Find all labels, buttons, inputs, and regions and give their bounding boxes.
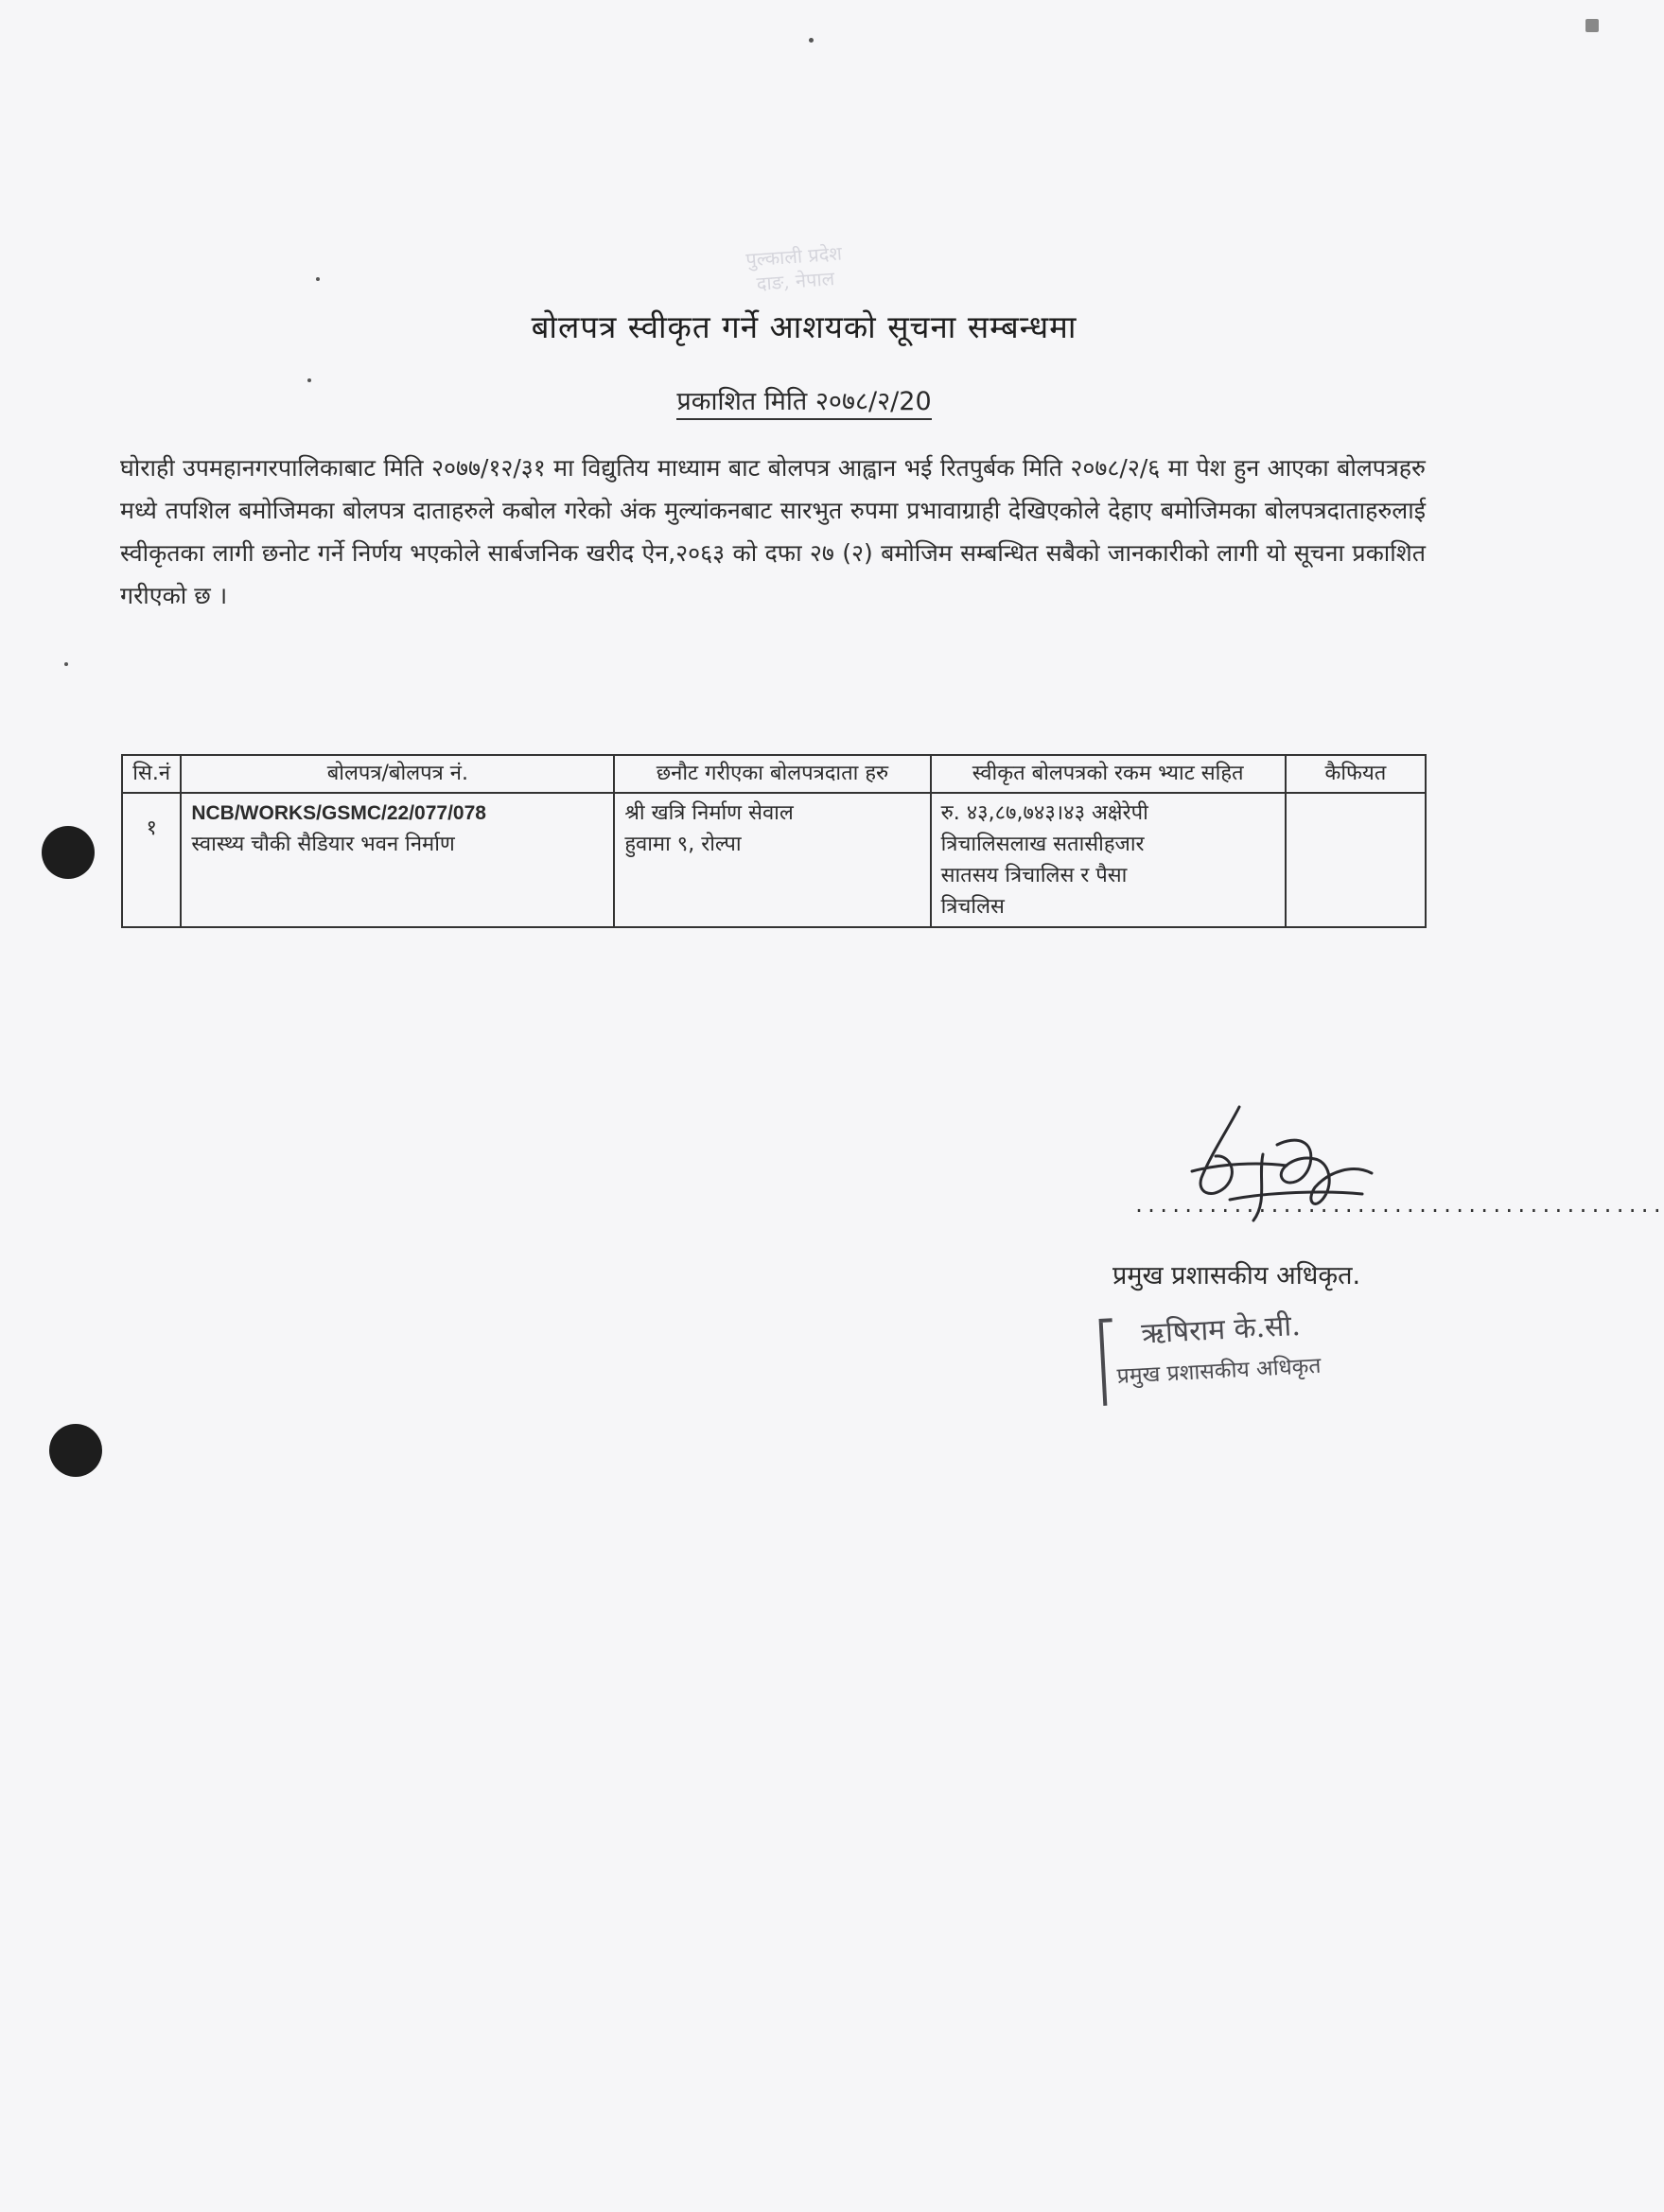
cell-bid: [181, 793, 614, 927]
header-remarks: कैफियत: [1286, 755, 1426, 793]
stamp-bracket: [1099, 1323, 1108, 1406]
amount-line-3: सातसय त्रिचालिस र पैसा: [940, 864, 1128, 887]
punch-hole-bottom: [49, 1424, 102, 1477]
signature-dotted-line: ...........................................: [1133, 1194, 1664, 1217]
header-sn: सि.नं: [122, 755, 181, 793]
published-date: [0, 382, 1608, 417]
scan-speck: [316, 277, 320, 281]
stamp-officer-role: प्रमुख प्रशासकीय अधिकृत: [1116, 1353, 1322, 1390]
bid-number: NCB/WORKS/GSMC/22/077/078: [191, 802, 486, 824]
cell-amount: [931, 793, 1286, 927]
officer-name-stamp: [1085, 1299, 1402, 1419]
scan-speck: [307, 378, 311, 382]
bidder-address: हुवामा ९, रोल्पा: [624, 833, 742, 856]
scan-corner-mark: [1585, 19, 1599, 32]
cell-sn: १: [122, 793, 181, 927]
scan-speck: [64, 662, 68, 666]
bid-name: स्वास्थ्य चौकी सैडियार भवन निर्माण: [191, 833, 455, 856]
bid-table: [121, 754, 1427, 928]
amount-line-2: त्रिचालिसलाख सतासीहजार: [940, 833, 1145, 856]
table-header-row: [122, 755, 1426, 793]
stamp-officer-name: ऋषिराम के.सी.: [1140, 1308, 1302, 1351]
notice-body: घोराही उपमहानगरपालिकाबाट मिति २०७७/१२/३१ मा विद्युतिय माध्याम बाट बोलपत्र आह्वान भई रितपुर्बक मिति २०७८/२/६ मा पेश हुन आएका बोलपत्रहरु मध्ये तपशिल बमोजिमका बोलपत्र दाताहरुले कबोल गरेको अंक मुल्यांकनबाट सारभुत रुपमा प्रभावाग्राही देखिएकोले देहाए बमोजिमका बोलपत्रदाताहरुलाई स्वीकृतका लागी छनोट गर्ने निर्णय भएकोले सार्बजनिक खरीद ऐन,२०६३ को दफा २७ (२) बमोजिम सम्बन्धित सबैको जानकारीको लागी यो सूचना प्रकाशित गरीएको छ ।: [120, 454, 1426, 609]
scan-speck: [809, 38, 814, 43]
notice-title: बोलपत्र स्वीकृत गर्ने आशयको सूचना सम्बन्धमा: [531, 308, 1077, 345]
published-date-text: प्रकाशित मिति २०७८/२/20: [676, 387, 931, 420]
header-bid-no: बोलपत्र/बोलपत्र नं.: [181, 755, 614, 793]
punch-hole-top: [42, 826, 95, 879]
header-bidder: छनौट गरीएका बोलपत्रदाता हरु: [614, 755, 930, 793]
stamp-bracket-tick: [1099, 1318, 1112, 1323]
table-row: [122, 793, 1426, 927]
cell-bidder: [614, 793, 930, 927]
faint-office-stamp: [727, 239, 862, 298]
officer-title: प्रमुख प्रशासकीय अधिकृत.: [1112, 1261, 1361, 1290]
header-amount: स्वीकृत बोलपत्रको रकम भ्याट सहित: [931, 755, 1286, 793]
amount-line-4: त्रिचलिस: [940, 895, 1005, 919]
bidder-name: श्री खत्रि निर्माण सेवाल: [624, 801, 794, 825]
handwritten-signature: [1173, 1088, 1400, 1239]
amount-line-1: रु. ४३,८७,७४३।४३ अक्षेरेपी: [940, 801, 1148, 825]
faint-stamp-line1: पुल्काली प्रदेश: [744, 241, 843, 272]
cell-remarks: [1286, 793, 1426, 927]
faint-stamp-line2: दाङ, नेपाल: [755, 267, 835, 295]
